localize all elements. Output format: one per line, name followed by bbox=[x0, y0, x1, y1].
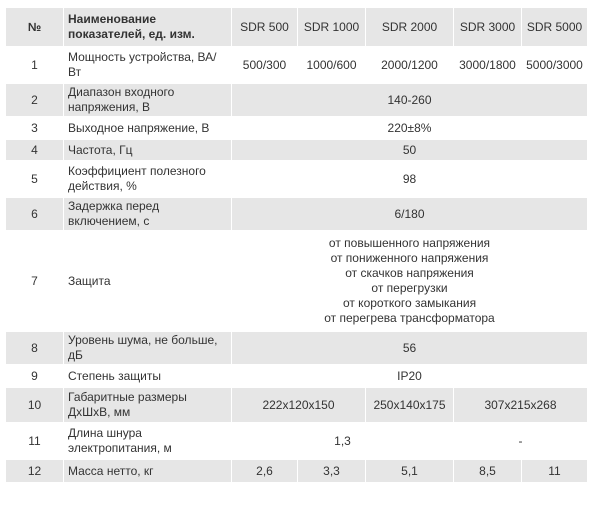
specifications-table bbox=[6, 8, 588, 484]
protection-item: от перегрева трансформатора bbox=[324, 311, 495, 325]
row-number: 10 bbox=[6, 388, 64, 424]
protection-item: от перегрузки bbox=[371, 281, 448, 295]
protection-item: от скачков напряжения bbox=[345, 266, 474, 280]
row-value: 1,3 bbox=[232, 424, 454, 460]
table-row bbox=[6, 460, 588, 484]
table-row bbox=[6, 198, 588, 232]
table-row bbox=[6, 140, 588, 162]
row-value: IP20 bbox=[232, 366, 588, 388]
row-value: 2,6 bbox=[232, 460, 298, 484]
row-value: 222x120x150 bbox=[232, 388, 366, 424]
table-row bbox=[6, 388, 588, 424]
row-number: 2 bbox=[6, 84, 64, 118]
table-row bbox=[6, 118, 588, 140]
header-name-line-1: Наименование bbox=[68, 12, 157, 26]
row-value: - bbox=[454, 424, 588, 460]
header-model-sdr1000: SDR 1000 bbox=[298, 8, 366, 48]
row-number: 8 bbox=[6, 332, 64, 366]
row-value: 307x215x268 bbox=[454, 388, 588, 424]
row-number: 4 bbox=[6, 140, 64, 162]
row-value: 250x140x175 bbox=[366, 388, 454, 424]
row-value: 140-260 bbox=[232, 84, 588, 118]
row-value: 220±8% bbox=[232, 118, 588, 140]
row-parameter-name: Задержка перед включением, с bbox=[64, 198, 232, 232]
row-parameter-name: Габаритные размеры ДхШхВ, мм bbox=[64, 388, 232, 424]
row-number: 11 bbox=[6, 424, 64, 460]
row-parameter-name: Частота, Гц bbox=[64, 140, 232, 162]
row-value: 5,1 bbox=[366, 460, 454, 484]
table-row bbox=[6, 84, 588, 118]
row-number: 12 bbox=[6, 460, 64, 484]
protection-list bbox=[232, 232, 588, 332]
row-parameter-name: Длина шнура электропитания, м bbox=[64, 424, 232, 460]
row-parameter-name: Диапазон входного напряжения, В bbox=[64, 84, 232, 118]
table-row bbox=[6, 232, 588, 332]
row-number: 3 bbox=[6, 118, 64, 140]
row-value: 98 bbox=[232, 162, 588, 198]
row-value: 3,3 bbox=[298, 460, 366, 484]
header-row bbox=[6, 8, 588, 48]
row-parameter-name: Степень защиты bbox=[64, 366, 232, 388]
table-row bbox=[6, 424, 588, 460]
row-parameter-name: Коэффициент полезного действия, % bbox=[64, 162, 232, 198]
protection-item: от повышенного напряжения bbox=[328, 236, 491, 250]
header-model-sdr500: SDR 500 bbox=[232, 8, 298, 48]
row-value: 5000/3000 bbox=[522, 48, 588, 84]
row-value: 2000/1200 bbox=[366, 48, 454, 84]
row-value: 56 bbox=[232, 332, 588, 366]
row-number: 5 bbox=[6, 162, 64, 198]
row-parameter-name: Мощность устройства, ВА/Вт bbox=[64, 48, 232, 84]
row-value: 3000/1800 bbox=[454, 48, 522, 84]
row-parameter-name: Уровень шума, не больше, дБ bbox=[64, 332, 232, 366]
row-number: 6 bbox=[6, 198, 64, 232]
header-number: № bbox=[6, 8, 64, 48]
table-row bbox=[6, 48, 588, 84]
row-number: 7 bbox=[6, 232, 64, 332]
row-value: 11 bbox=[522, 460, 588, 484]
row-value: 500/300 bbox=[232, 48, 298, 84]
row-value: 8,5 bbox=[454, 460, 522, 484]
row-value: 1000/600 bbox=[298, 48, 366, 84]
protection-item: от короткого замыкания bbox=[342, 296, 477, 310]
header-model-sdr3000: SDR 3000 bbox=[454, 8, 522, 48]
header-model-sdr2000: SDR 2000 bbox=[366, 8, 454, 48]
header-name-line-2: показателей, ед. изм. bbox=[68, 27, 195, 41]
row-value: 6/180 bbox=[232, 198, 588, 232]
row-parameter-name: Масса нетто, кг bbox=[64, 460, 232, 484]
table-row bbox=[6, 332, 588, 366]
row-number: 1 bbox=[6, 48, 64, 84]
row-number: 9 bbox=[6, 366, 64, 388]
row-parameter-name: Защита bbox=[64, 232, 232, 332]
row-parameter-name: Выходное напряжение, В bbox=[64, 118, 232, 140]
protection-item: от пониженного напряжения bbox=[330, 251, 489, 265]
header-parameter-name bbox=[64, 8, 232, 48]
table-row bbox=[6, 366, 588, 388]
header-model-sdr5000: SDR 5000 bbox=[522, 8, 588, 48]
table-row bbox=[6, 162, 588, 198]
row-value: 50 bbox=[232, 140, 588, 162]
